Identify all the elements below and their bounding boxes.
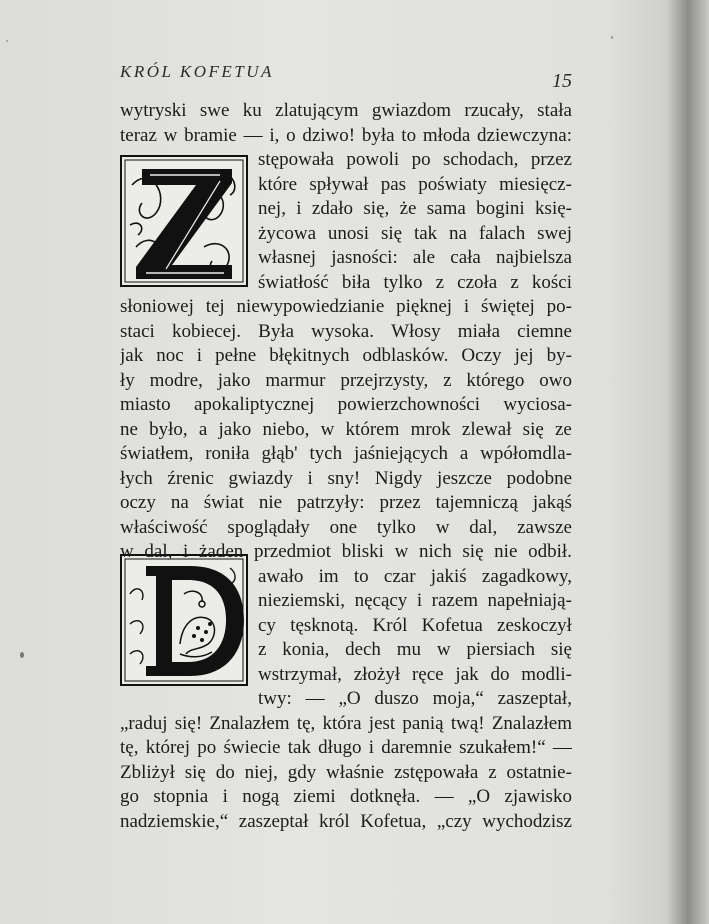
word: zagadkowy, — [481, 565, 572, 587]
word: żaden — [199, 541, 244, 562]
text-line — [258, 687, 572, 712]
word: w — [436, 639, 451, 660]
word: się, — [363, 198, 390, 219]
word: nie — [494, 541, 518, 562]
word: przez — [530, 149, 572, 170]
word: którem — [345, 418, 400, 440]
word: rzucały, — [464, 100, 524, 121]
word: najbielsza — [496, 247, 572, 268]
word: była — [361, 124, 395, 146]
word: sny! — [327, 467, 361, 489]
word: niebo, — [262, 418, 310, 440]
running-title: KRÓL KOFETUA — [120, 62, 274, 81]
word: tylko — [376, 516, 416, 538]
word: jako — [218, 418, 252, 440]
word: szukałem!“ — [459, 737, 546, 758]
word: świecie — [223, 737, 281, 758]
word: falach — [478, 222, 526, 244]
word: młoda — [422, 124, 471, 146]
word: ręce — [411, 663, 444, 685]
word: dziewczyna: — [477, 124, 572, 146]
word: że — [399, 198, 417, 219]
word: — — [434, 786, 454, 807]
word: złożył — [353, 663, 401, 685]
word: stopnia — [153, 786, 209, 807]
word: tak — [413, 222, 438, 244]
word: stępowała — [258, 149, 334, 170]
text-line — [258, 148, 572, 173]
word: Była — [258, 320, 295, 342]
word: powierzchowności — [337, 394, 481, 415]
word: tajemniczą — [435, 492, 518, 513]
word: duszo — [374, 688, 419, 709]
word: niewypowiedzianie — [236, 296, 385, 317]
text-line — [258, 222, 572, 247]
word: długo — [318, 737, 362, 758]
word: — — [305, 688, 325, 709]
word: tę, — [120, 737, 139, 758]
word: ze — [554, 418, 572, 440]
word: przejrzysty, — [340, 369, 429, 391]
word: właściwość — [120, 516, 208, 538]
word: swe — [199, 100, 230, 121]
word: tej — [205, 296, 225, 317]
word: oczy — [120, 492, 156, 513]
word: przedmiot — [253, 541, 332, 562]
word: apokaliptycznej — [194, 394, 315, 415]
word: wychodzisz — [482, 810, 572, 832]
word: a — [198, 418, 208, 440]
word: nie — [258, 492, 283, 513]
word: cała — [450, 247, 481, 268]
paper-speck — [6, 40, 8, 42]
word: zawsze — [517, 516, 572, 538]
word: po- — [546, 296, 572, 317]
word: zaszeptał, — [497, 688, 572, 709]
word: i — [196, 345, 203, 366]
word: zaszeptał — [238, 810, 309, 832]
word: i — [416, 590, 423, 611]
word: źrenic — [167, 467, 214, 489]
word: się — [550, 639, 572, 660]
word: one — [329, 516, 358, 538]
word: wpółomdla- — [480, 443, 572, 464]
word: Włosy — [391, 320, 441, 342]
word: jako — [217, 369, 251, 391]
word: modre, — [149, 369, 203, 391]
word: miasto — [120, 394, 171, 415]
word: w — [320, 418, 335, 440]
word: ale — [412, 247, 436, 268]
word: i, — [269, 124, 280, 146]
word: bramie — [184, 124, 237, 146]
text-line — [258, 271, 572, 296]
word: staci — [120, 320, 155, 342]
body-text — [120, 99, 572, 834]
text-line — [120, 712, 572, 737]
word: na — [449, 222, 467, 244]
word: ostatnie- — [506, 761, 572, 783]
text-line — [120, 393, 572, 418]
word: cy — [258, 614, 276, 636]
word: nadziemskie,“ — [120, 810, 229, 832]
word: miała — [457, 320, 500, 342]
text-line — [120, 761, 572, 786]
word: nich — [419, 541, 452, 562]
word: daremnie — [381, 737, 452, 758]
word: a — [459, 443, 469, 464]
text-line — [120, 369, 572, 394]
word: po — [197, 737, 217, 758]
word: Znalazłem — [491, 712, 572, 734]
word: i — [183, 541, 189, 562]
word: o — [286, 124, 296, 146]
word: było, — [149, 418, 188, 440]
word: Zbliżył — [120, 761, 175, 783]
word: zdało — [311, 198, 354, 219]
word: jakiś — [430, 565, 467, 587]
text-line — [120, 124, 572, 149]
word: nej, — [258, 198, 286, 219]
page-number: 15 — [552, 70, 572, 92]
word: z — [510, 271, 519, 293]
word: tak — [287, 737, 311, 758]
word: odbił. — [528, 541, 572, 562]
word: własnej — [258, 247, 317, 268]
word: konia, — [282, 639, 330, 660]
word: spoglądały — [227, 516, 310, 538]
word: spływał — [309, 173, 369, 195]
word: jasności: — [331, 247, 398, 268]
word: światłość — [258, 271, 329, 293]
word: kości — [531, 271, 572, 293]
word: owo — [539, 369, 572, 391]
word: dal, — [469, 516, 498, 538]
paper-speck — [611, 36, 613, 39]
word: mrok — [410, 418, 451, 440]
word: sama — [426, 198, 466, 219]
word: twą! — [450, 712, 485, 734]
word: dal, — [144, 541, 173, 562]
word: awało — [258, 565, 304, 587]
word: się — [380, 222, 403, 244]
word: niej, — [244, 761, 278, 783]
text-line — [120, 295, 572, 320]
word: moja,“ — [432, 688, 484, 709]
word: i — [463, 296, 470, 317]
word: tęsknotą. — [290, 614, 359, 636]
text-line — [258, 197, 572, 222]
text-line — [120, 99, 572, 124]
word: i — [368, 737, 374, 758]
word: ne — [120, 418, 138, 440]
word: której — [145, 737, 191, 758]
word: to — [353, 565, 369, 587]
word: by- — [546, 345, 572, 366]
word: i — [296, 198, 302, 219]
word: które — [258, 173, 298, 195]
text-line — [258, 173, 572, 198]
word: go — [120, 786, 139, 807]
word: jest — [368, 712, 396, 734]
word: gdy — [287, 761, 317, 783]
text-line — [120, 810, 572, 835]
word: czar — [383, 565, 416, 587]
word: do — [490, 663, 510, 685]
word: odblasków. — [362, 345, 449, 366]
word: świętej — [480, 296, 535, 317]
word: księ- — [535, 198, 572, 219]
word: nogą — [242, 786, 280, 807]
word: nęcący — [354, 590, 408, 611]
word: po — [411, 149, 431, 170]
word: tych — [309, 443, 343, 464]
word: zjawisko — [504, 786, 572, 807]
word: marmur — [265, 369, 326, 391]
word: „O — [467, 786, 491, 807]
word: Kofetua, — [360, 810, 427, 832]
word: i — [222, 786, 228, 807]
word: zlewał — [461, 418, 512, 440]
word: biła — [341, 271, 371, 293]
word: nieziemski, — [258, 590, 346, 611]
text-line — [120, 516, 572, 541]
word: ku — [242, 100, 262, 121]
text-line — [120, 491, 572, 516]
word: życowa — [258, 222, 317, 244]
word: łych — [120, 467, 153, 489]
word: pełne — [215, 345, 257, 366]
text-line — [120, 467, 572, 492]
word: wyciosa- — [503, 394, 572, 415]
word: zstępowała — [393, 761, 479, 783]
word: w — [120, 541, 134, 562]
word: Znalazłem — [209, 712, 290, 734]
word: jakąś — [532, 492, 572, 513]
text-line — [120, 442, 572, 467]
word: dotknęła. — [350, 786, 421, 807]
word: panią — [402, 712, 444, 734]
text-line — [120, 540, 572, 565]
word: słoniowej — [120, 296, 194, 317]
word: Oczy — [461, 345, 502, 366]
word: pięknej — [396, 296, 453, 317]
text-line — [258, 663, 572, 688]
word: gwiazdom — [371, 100, 452, 121]
word: w — [435, 516, 450, 538]
word: Nigdy — [374, 467, 423, 489]
word: w — [163, 124, 178, 146]
word: tylko — [383, 271, 423, 293]
word: bliski — [341, 541, 384, 562]
word: z — [435, 271, 445, 293]
text-line — [258, 614, 572, 639]
paper-speck — [20, 652, 24, 658]
word: dziwo! — [302, 124, 356, 146]
word: na — [170, 492, 189, 513]
page-header — [120, 62, 572, 92]
word: właśnie — [326, 761, 385, 783]
word: razem — [431, 590, 479, 611]
word: jej — [514, 345, 534, 366]
word: się — [462, 541, 484, 562]
word: unosi — [327, 222, 370, 244]
word: czoła — [457, 271, 498, 293]
word: piersiach — [466, 639, 536, 660]
text-line — [120, 736, 572, 761]
word: miesięcz- — [499, 173, 572, 195]
word: roniła — [205, 443, 250, 464]
word: dech — [345, 639, 381, 660]
word: gwiazdy — [228, 467, 293, 489]
word: noc — [156, 345, 184, 366]
word: i — [307, 467, 313, 489]
text-line — [120, 320, 572, 345]
word: błękitnych — [269, 345, 350, 366]
word: się — [522, 418, 544, 440]
word: twy: — [258, 688, 292, 709]
text-line — [258, 589, 572, 614]
word: ciemne — [517, 320, 572, 342]
word: tę, — [296, 712, 316, 734]
word: wytryski — [120, 100, 187, 121]
word: ziemi — [293, 786, 336, 807]
word: jak — [455, 663, 479, 685]
word: modli- — [521, 663, 572, 685]
word: która — [322, 712, 362, 734]
word: z — [258, 639, 267, 660]
word: się! — [174, 712, 203, 734]
word: poświaty — [418, 173, 487, 195]
word: teraz — [120, 124, 157, 146]
word: jeszcze — [437, 467, 492, 489]
word: im — [318, 565, 339, 587]
word: Kofetua — [421, 614, 483, 636]
text-line — [258, 638, 572, 663]
text-line — [258, 246, 572, 271]
word: wstrzymał, — [258, 663, 342, 685]
word: którego — [466, 369, 525, 391]
text-line — [120, 344, 572, 369]
word: mu — [396, 639, 422, 660]
word: król — [319, 810, 350, 832]
word: światłem, — [120, 443, 194, 464]
word: schodach, — [442, 149, 519, 170]
text-line — [120, 418, 572, 443]
word: stała — [537, 100, 572, 121]
word: w — [394, 541, 409, 562]
word: przez — [379, 492, 421, 513]
word: podobne — [506, 467, 572, 489]
word: wysoka. — [311, 320, 374, 342]
word: to — [401, 124, 417, 146]
word: pas — [380, 173, 407, 195]
word: do — [215, 761, 235, 783]
text-line — [258, 565, 572, 590]
word: jaśniejących — [354, 443, 448, 464]
word: z — [488, 761, 497, 783]
word: swej — [537, 222, 572, 244]
word: kobiecej. — [171, 320, 242, 342]
text-line — [120, 785, 572, 810]
word: „raduj — [120, 712, 168, 734]
word: z — [443, 369, 452, 391]
word: jak — [120, 345, 144, 366]
word: — — [552, 737, 572, 758]
word: „O — [338, 688, 361, 709]
word: się — [184, 761, 206, 783]
word: „czy — [436, 810, 472, 832]
word: zeskoczył — [497, 614, 572, 636]
word: powoli — [346, 149, 400, 170]
word: zlatującym — [275, 100, 359, 121]
word: świat — [203, 492, 244, 513]
word: bogini — [476, 198, 525, 219]
word: patrzyły: — [297, 492, 365, 513]
word: ły — [120, 369, 135, 391]
word: głąb' — [261, 443, 298, 464]
word: Król — [372, 614, 408, 636]
word: napełniają- — [487, 590, 572, 611]
word: — — [243, 124, 263, 146]
